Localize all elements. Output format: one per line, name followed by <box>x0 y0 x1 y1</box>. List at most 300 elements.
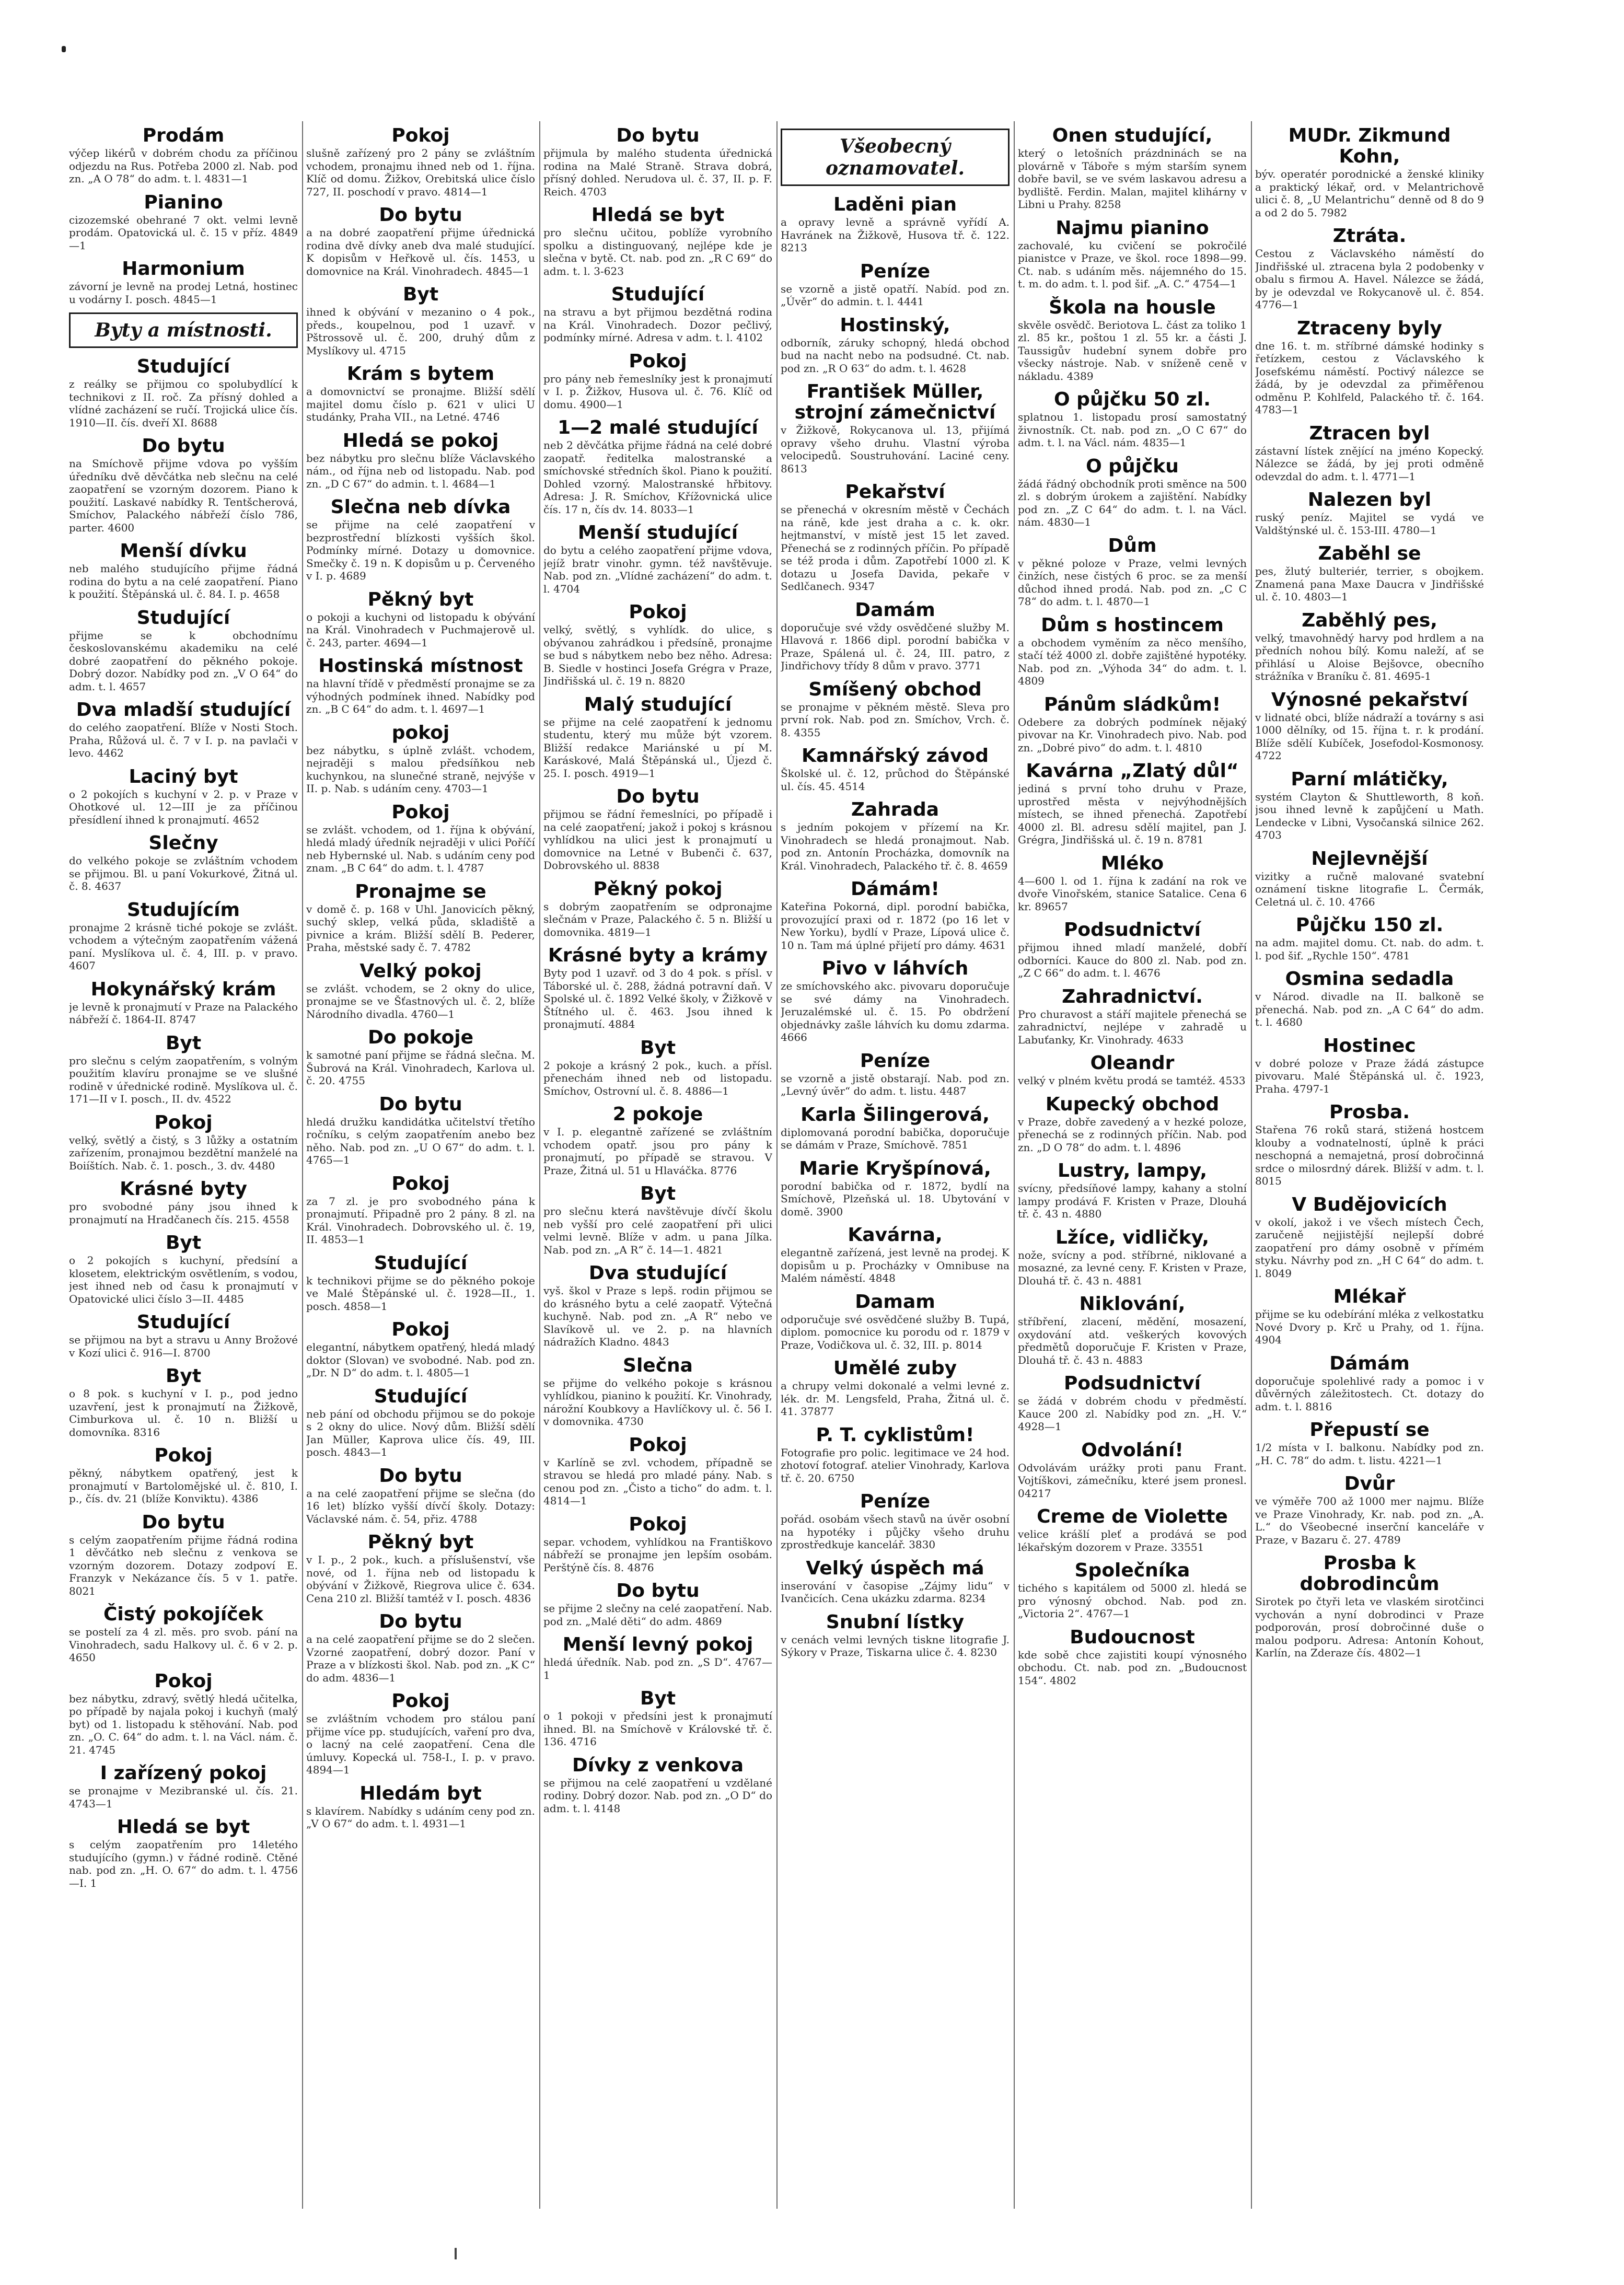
ad-body: skvěle osvědč. Beriotova L. část za toliko 1 zl. 85 kr., poštou 1 zl. 55 kr. a části J. Taussigův hudební synem dobře pro všecky nástroje. Nab. v sníženě ceně v nákladu. 4389 <box>1018 318 1247 382</box>
classified-ad <box>781 1358 1010 1418</box>
ad-body: do bytu a celého zaopatření přijme vdova, jejíž bratr vinohr. gymn. též navštěvuje. Nab. pod zn. „Vlídné zacházení“ do adm. t. l. 4704 <box>543 544 772 595</box>
ad-body: 4—600 l. od 1. října k zadání na rok ve dvoře Vinořském, stanice Satalice. Cena 6 kr. 89657 <box>1018 874 1247 913</box>
ad-body: s jedním pokojem v přízemí na Kr. Vinohradech se hledá pronajmout. Nab. pod zn. Antonín Procházka, domovník na Král. Vinohradech, Palackého tř. č. 8. 4659 <box>781 821 1010 872</box>
ad-body: vizitky a ručně malované svatební oznámení tiskne litografie L. Čermák, Celetná ul. č. 10. 4766 <box>1255 869 1484 908</box>
ad-body: s klavírem. Nabídky s udáním ceny pod zn. „V O 67“ do adm. t. l. 4931—1 <box>306 1804 535 1830</box>
classified-ad <box>1255 690 1484 762</box>
classified-ad <box>69 1512 298 1598</box>
ad-heading: Lustry, lampy, <box>1057 1160 1208 1181</box>
ad-heading: Prodám <box>142 125 225 146</box>
classified-ad <box>306 364 535 424</box>
classified-ad <box>1018 218 1247 291</box>
ad-heading: Studující <box>611 284 705 305</box>
classified-ad <box>543 125 772 198</box>
ad-body: na hlavní třídě v předměstí pronajme se za výhodných podmínek ihned. Nabídky pod zn. „B C 64“ do adm. t. l. 4697—1 <box>306 677 535 715</box>
classified-ad <box>306 1386 535 1459</box>
ad-body: do velkého pokoje se zvláštním vchodem se přijmou. Bl. u paní Vokurkové, Žitná ul. č. 8. 4637 <box>69 854 298 892</box>
ad-body: separ. vchodem, vyhlídkou na Františkovo nábřeží se pronajme jen lepším osobám. Perštýně čís. 8. 4876 <box>543 1535 772 1574</box>
ad-body: na stravu a byt přijmou bezdětná rodina na Král. Vinohradech. Dozor pečlivý, podmínky mírné. Adresa v adm. t. l. 4102 <box>543 306 772 344</box>
ad-heading: Peníze <box>860 260 931 282</box>
classified-ad <box>543 351 772 411</box>
classified-ad <box>1255 318 1484 416</box>
ad-body: velký, tmavohnědý harvy pod hrdlem a na předních nohou bílý. Komu naleží, ať se přihlásí u Aloise Bejšovce, obecního strážníka v Braníku č. 81. 4695-1 <box>1255 631 1484 682</box>
ad-heading: Kavárna „Zlatý důl“ <box>1026 760 1239 782</box>
ad-heading: Velký pokoj <box>359 960 482 982</box>
classified-ad <box>781 315 1010 375</box>
classified-ad <box>543 417 772 516</box>
ad-body: v pěkné poloze v Praze, velmi levných činžích, nese čistých 6 proc. se za menší důchod ihned prodá. Nab. pod zn. „C C 78“ do adm. t. l. 4870—1 <box>1018 556 1247 608</box>
ad-heading: pokoj <box>391 722 450 744</box>
ad-body: pro slečnu která navštěvuje dívčí školu neb vyšší pro celé zaopatření při ulici velmi levně. Blíže v adm. u pana Jílka. Nab. pod zn. „A R“ č. 14—1. 4821 <box>543 1205 772 1256</box>
ad-body: Sirotek po čtyři leta ve vlaském sirotčinci vychován a nyní dobrodinci v Praze podporován, prosí dobročinné duše o malou podporu. Adresa: Antonín Kohout, Karlín, na Zderaze čís. 4802—1 <box>1255 1595 1484 1659</box>
ad-heading: Pokoj <box>391 125 450 146</box>
classified-ad <box>306 1094 535 1167</box>
ad-body: žádá řádný obchodník proti směnce na 500 zl. s dobrým úrokem a zajištění. Nabídky pod zn. „Z C 64“ do adm. t. l. na Václ. nám. 4830—1 <box>1018 477 1247 528</box>
ad-body: neb 2 děvčátka přijme řádná na celé dobré zaopatř. ředitelka malostranské a smíchovské středních škol. Piano k použití. Dohled vzorný. Malostranské hřbitovy. Adresa: J. R. Smíchov, Křížovnická ulice čís. 17 n, čís dv. 14. 8033—1 <box>543 439 772 516</box>
ad-body: se přijme do velkého pokoje s krásnou vyhlídkou, pianino k použití. Kr. Vinohrady, nárožní Koubkovy a Havlíčkovy ul. č. 56 I. v domovnika. 4730 <box>543 1376 772 1428</box>
ad-body: a na celé zaopatření přijme se slečna (do 16 let) blízko vyšší dívčí školy. Dotazy: Václavské nám. č. 54, přiz. 4788 <box>306 1487 535 1525</box>
ad-heading: 1—2 malé studující <box>558 417 758 438</box>
ad-heading: Škola na housle <box>1049 296 1216 318</box>
ad-heading: Slečna <box>623 1354 693 1376</box>
classified-column-5 <box>1018 125 1247 2205</box>
ad-body: se zvlášt. vchodem, od 1. října k obývání, hledá mladý úředník nejraději v ulici Poříčí neb Hybernské ul. Nab. s udáním ceny pod znam. „B C 64“ do adm. t. l. 4787 <box>306 823 535 874</box>
ad-body: Pro churavost a stáří majitele přenechá se zahradnictví, nejlépe v zahradě u Labuťanky, Kr. Vinohrady. 4633 <box>1018 1007 1247 1046</box>
ad-heading: Byt <box>402 284 439 305</box>
ad-heading: Budoucnost <box>1070 1626 1195 1648</box>
ad-heading: Pivo v láhvích <box>821 958 969 979</box>
classified-ad <box>69 608 298 693</box>
classified-ad <box>306 723 535 795</box>
ad-body: se přijmou na byt a stravu u Anny Brožové v Kozí ulici č. 916—I. 8700 <box>69 1333 298 1359</box>
ad-heading: Pokoj <box>154 1670 213 1692</box>
classified-column-3 <box>543 125 772 2205</box>
ad-body: pořád. osobám všech stavů na úvěr osobní na hypotéky i půjčky všeho druhu zprostředkuje kancelář. 3830 <box>781 1513 1010 1551</box>
ad-body: doporučuje spolehlivé rady a pomoc i v důvěrných záležitostech. Ct. dotazy do adm. t. l. 8816 <box>1255 1374 1484 1413</box>
ad-heading: I zařízený pokoj <box>100 1762 267 1784</box>
ad-body: velký, světlý, s vyhlídk. do ulice, s obývanou zahrádkou i předsíně, pronajme se bud s nábytkem nebo bez něho. Adresa: B. Siedle v hostinci Josefa Grégra v Praze, Jindřišská ul. č. 19 n. 8820 <box>543 623 772 687</box>
ad-heading: Krám s bytem <box>346 363 495 385</box>
ad-heading: Byt <box>640 1037 676 1059</box>
ad-heading: Pokoj <box>629 1434 687 1456</box>
ad-body: se pronajme v pěkném městě. Sleva pro první rok. Nab. pod zn. Smíchov, Vrch. č. 8. 4355 <box>781 700 1010 739</box>
ad-heading: Pokoj <box>391 1319 450 1340</box>
ad-heading: Studující <box>136 356 230 377</box>
ad-body: Školské ul. č. 12, průchod do Štěpánské ul. čís. 45. 4514 <box>781 767 1010 793</box>
ad-heading: Hokynářský krám <box>90 978 276 1000</box>
ad-body: přijme se k obchodnímu českoslovanskému akademiku na celé dobré zaopatření do pěkného pokoje. Dobrý dozor. Nabídky pod zn. „V O 64“ do adm. t. l. 4657 <box>69 629 298 693</box>
ad-body: v Národ. divadle na II. balkoně se přenechá. Nab. pod zn. „A C 64“ do adm. t. l. 4680 <box>1255 990 1484 1028</box>
classified-ad <box>781 1425 1010 1485</box>
classified-ad <box>781 1491 1010 1551</box>
ad-heading: 2 pokoje <box>612 1104 703 1125</box>
ad-body: s celým zaopatřením přijme řádná rodina 1 děvčátko neb slečnu z venkova se vzorným dozorem. Dotazy zodpoví E. Franzyk v Nekázance čís. 5 v 1. patře. 8021 <box>69 1533 298 1597</box>
classified-ad <box>1018 297 1247 383</box>
classified-ad <box>781 1225 1010 1285</box>
ad-body: s dobrým zaopatřením se odpronajme slečnám v Praze, Palackého č. 5 n. Bližší u domovnika. 4819—1 <box>543 900 772 938</box>
ad-heading: Velký úspěch má <box>806 1557 984 1579</box>
classified-ad <box>1255 423 1484 483</box>
ad-body: porodní babička od r. 1872, bydlí na Smíchově, Plzeňská ul. 18. Ubytování v domě. 3900 <box>781 1179 1010 1218</box>
ad-body: ihned k obývání v mezanino o 4 pok., předs., koupelnou, pod 1 uzavř. v Pštrossově ul. č. 200, druhý dům z Myslíkovy ul. 4715 <box>306 306 535 357</box>
classified-ad <box>1255 769 1484 842</box>
ad-heading: Pokoj <box>391 801 450 823</box>
ad-body: a chrupy velmi dokonalé a velmi levné z. lék. dr. M. Lengsfeld, Praha, Žitná ul. č. 41. 37877 <box>781 1379 1010 1418</box>
ad-heading: Malý studující <box>584 693 732 715</box>
classified-column-4 <box>781 125 1010 2205</box>
ad-body: Cestou z Václavského náměstí do Jindřišské ul. ztracena byla 2 podobenky v obalu s firmou A. Havel. Nálezce se žádá, by je odevzdal ve Rokycanově ul. č. 854. 4776—1 <box>1255 247 1484 311</box>
classified-ad <box>1255 1353 1484 1413</box>
ad-heading: Marie Kryšpínová, <box>799 1157 991 1179</box>
ad-body: v okolí, jakož i ve všech místech Čech, zaručeně nejjistější nejlepší dobré zaopatření pro dámy osobně v přímém styku. Návrhy pod zn. „H C 64“ do adm. t. l. 8049 <box>1255 1215 1484 1280</box>
ad-heading: Dvůr <box>1344 1473 1395 1494</box>
ad-heading: Do pokoje <box>367 1027 474 1048</box>
classified-ad <box>781 381 1010 475</box>
ad-body: pro slečnu s celým zaopatřením, s volným použitím klavíru pronajme se ve slušné rodině v úřednické rodině. Myslíkova ul. č. 171—II v I. posch., II. dv. 4522 <box>69 1054 298 1105</box>
ad-heading: Krásné byty <box>120 1178 247 1200</box>
ad-heading: Dámám <box>1329 1352 1410 1374</box>
ad-body: o 8 pok. s kuchyní v I. p., pod jedno uzavření, jest k pronajmutí na Žižkově, Cimburkova ul. č. 10 n. Bližší u domovníka. 8316 <box>69 1387 298 1439</box>
ad-body: v lidnaté obci, blíže nádraží a továrny s asi 1000 dělníky, od 15. října t. r. k prodání. Blíže sdělí Kubíček, Josefodol-Kosmonosy. 4722 <box>1255 711 1484 762</box>
ad-body: jediná s první toho druhu v Praze, uprostřed města v nejvýhodnějších místech, se ihned přenechá. Zapotřebí 4000 zl. Bl. adresu sdělí majitel, pan J. Grégra, Jindřišská ul. č. 19 n. 8781 <box>1018 782 1247 846</box>
classified-ad <box>1018 536 1247 608</box>
classified-ad <box>543 1435 772 1507</box>
classified-ad <box>69 1445 298 1505</box>
ad-heading: Slečny <box>148 832 218 854</box>
ad-body: přijmou se řádní řemeslníci, po případě i na celé zaopatření; jakož i pokoj s krásnou vyhlídkou na ulici jest k pronajmutí u domovnice na Letné v Bubenči č. 637, Dobrovského ul. 8838 <box>543 808 772 872</box>
ad-body: tichého s kapitálem od 5000 zl. hledá se pro výnosný obchod. Nab. pod zn. „Victoria 2“. 4767—1 <box>1018 1582 1247 1620</box>
classified-ad <box>1018 1053 1247 1087</box>
ad-body: přijme se ku odebírání mléka z velkostatku Nové Dvory p. Krč u Prahy, od 1. října. 4904 <box>1255 1308 1484 1346</box>
ad-heading: Studující <box>136 1312 230 1333</box>
classified-ad <box>69 1671 298 1757</box>
classified-ad <box>306 205 535 277</box>
classified-ad <box>543 786 772 872</box>
ad-body: inserování v časopise „Zájmy lidu“ v Ivančicích. Cena ukázku zdarma. 8234 <box>781 1579 1010 1605</box>
ad-heading: Do bytu <box>616 786 700 807</box>
ad-heading: Dům <box>1108 535 1157 556</box>
classified-ad <box>543 1038 772 1098</box>
ad-heading: Přepustí se <box>1309 1419 1430 1441</box>
ad-body: bez nábytku, s úplně zvlášt. vchodem, nejraději s malou předsíňkou neb kuchynkou, na slunečné straně, nejvýše v II. p. Nab. s udáním ceny. 4703—1 <box>306 744 535 795</box>
ad-body: pro pány neb řemeslníky jest k pronajmutí v I. p. Žižkov, Husova ul. č. 76. Klíč od domu. 4900—1 <box>543 372 772 411</box>
ad-heading: Karla Šilingerová, <box>801 1104 990 1126</box>
ad-body: 1/2 místa v I. balkonu. Nabídky pod zn. „H. C. 78“ do adm. t. listu. 4221—1 <box>1255 1441 1484 1467</box>
classified-ad <box>1255 1420 1484 1467</box>
ad-body: o 1 pokoji v předsíni jest k pronajmutí ihned. Bl. na Smíchově v Královské tř. č. 136. 4716 <box>543 1710 772 1748</box>
ad-heading: Zahradnictví. <box>1062 985 1203 1007</box>
ad-body: se pronajme v Mezibranské ul. čís. 21. 4743—1 <box>69 1784 298 1810</box>
ad-heading: Prosba k dobrodincům <box>1300 1552 1440 1595</box>
ad-body: Fotografie pro polic. legitimace ve 24 hod. zhotoví fotograf. atelier Vinohrady, Karlova tř. č. 20. 6750 <box>781 1446 1010 1484</box>
ad-body: se přijmou na celé zaopatření u vzdělané rodiny. Dobrý dozor. Nab. pod zn. „O D“ do adm. t. l. 4148 <box>543 1776 772 1815</box>
ad-heading: Pokoj <box>629 350 687 372</box>
classified-ad <box>1018 1227 1247 1288</box>
ad-heading: Do bytu <box>142 435 225 457</box>
ad-heading: Mléko <box>1100 852 1164 874</box>
ad-heading: Hledá se byt <box>117 1816 250 1838</box>
ad-body: odporučuje své osvědčené služby B. Tupá, diplom. pomocnice ku porodu od r. 1879 v Praze, Vodičkova ul. č. 32, III. p. 8014 <box>781 1313 1010 1351</box>
classified-ad <box>1018 1627 1247 1687</box>
ad-body: cizozemské obehrané 7 okt. velmi levně prodám. Opatovická ul. č. 15 v příz. 4849—1 <box>69 213 298 252</box>
classified-ad <box>69 1312 298 1359</box>
classified-ad <box>781 1051 1010 1098</box>
classified-ad <box>781 194 1010 254</box>
ad-body: o 2 pokojích s kuchyní, předsíní a klosetem, elektrickým osvětlením, s vodou, jest ihned neb od času k pronajmutí v Opatovické ulici číslo 3—II. 4485 <box>69 1254 298 1305</box>
ad-heading: Ztracen byl <box>1309 422 1430 444</box>
ad-heading: Osmina sedadla <box>1285 968 1454 990</box>
ad-heading: Dům s hostincem <box>1041 614 1224 636</box>
ad-body: elegantně zařízená, jest levně na prodej. K dopisům u p. Procházky v Omnibuse na Malém náměstí. 4848 <box>781 1246 1010 1284</box>
ad-heading: Byt <box>640 1183 676 1204</box>
ad-heading: Výnosné pekařství <box>1271 689 1468 711</box>
ad-heading: Smíšený obchod <box>808 678 982 700</box>
classified-ad <box>543 1514 772 1574</box>
ad-heading: Najmu pianino <box>1055 217 1209 239</box>
ad-body: Stařena 76 roků stará, stižená hostcem klouby a vodnatelností, úplně k práci neschopná a nemajetná, prosí dobročinná srdce o milosrdný dárek. Bližší v adm. t. l. 8015 <box>1255 1123 1484 1187</box>
classified-ad <box>306 961 535 1021</box>
ad-heading: Damám <box>855 599 935 621</box>
classified-ad <box>69 356 298 429</box>
ad-heading: Pokoj <box>391 1173 450 1194</box>
ad-heading: Do bytu <box>379 204 462 226</box>
classified-ad <box>306 802 535 875</box>
classified-ad <box>543 1581 772 1628</box>
ad-heading: Peníze <box>860 1050 931 1072</box>
ad-heading: Odvolání! <box>1081 1439 1184 1461</box>
ad-body: v domě č. p. 168 v Uhl. Janovicích pěkný, suchý sklep, velká půda, skladiště a pivnice a krám. Bližší sdělí B. Pederer, Praha, městské sady č. 7. 4782 <box>306 902 535 954</box>
classified-ad <box>543 1104 772 1177</box>
ad-body: stříbření, zlacení, mědění, mosazení, oxydování atd. veškerých kovových předmětů doporučuje F. Kristen v Praze, Dlouhá tř. č. 43 n. 4883 <box>1018 1315 1247 1366</box>
classified-ad <box>69 1763 298 1810</box>
ad-body: kde sobě chce zajistiti koupí výnosného obchodu. Ct. nab. pod zn. „Budoucnost 154“. 4802 <box>1018 1648 1247 1687</box>
ad-body: v I. p., 2 pok., kuch. a příslušenství, vše nové, od 1. října neb od listopadu k obývání v Žižkově, Riegrova ulice č. 634. Cena 210 zl. Bližší tamtéž v I. posch. 4836 <box>306 1553 535 1605</box>
classified-ad <box>69 833 298 893</box>
ad-heading: Zaběhl se <box>1318 543 1421 564</box>
classified-ad <box>781 1612 1010 1659</box>
classified-column-6 <box>1255 125 1484 2205</box>
ad-heading: Do bytu <box>379 1465 462 1487</box>
classified-ad <box>543 523 772 595</box>
ad-heading: Umělé zuby <box>833 1358 957 1379</box>
ad-heading: Hledá se pokoj <box>342 430 499 451</box>
ad-heading: Studující <box>374 1252 468 1274</box>
ad-body: ruský peníz. Majitel se vydá ve Valdštýnské ul. č. 153-III. 4780—1 <box>1255 511 1484 537</box>
ad-body: ve výměře 700 až 1000 mer najmu. Blíže ve Praze Vinohrady, Kr. nab. pod zn. „A. L.“ do Všeobecné inserční kanceláře v Praze, v Bazaru č. 27. 4789 <box>1255 1495 1484 1546</box>
ad-body: nože, svícny a pod. stříbrné, niklované a mosazné, za levné ceny. F. Kristen v Praze, Dlouhá tř. č. 43 n. 4881 <box>1018 1248 1247 1287</box>
ad-body: velký v plném květu prodá se tamtéž. 4533 <box>1018 1074 1246 1087</box>
ad-heading: Slečna neb dívka <box>330 496 511 518</box>
ad-heading: Podsudnictví <box>1063 919 1201 941</box>
ad-body: pro svobodné pány jsou ihned k pronajmutí na Hradčanech čís. 215. 4558 <box>69 1200 298 1226</box>
ad-heading: Hledám byt <box>359 1782 482 1804</box>
classified-ad <box>306 1532 535 1605</box>
ad-body: se přijme na celé zaopatření v bezprostřední blízkosti vyšších škol. Podmínky mírné. Dotazy u domovnice. Smečky č. 19 n. K dopisům u p. Červeného v I. p. 4689 <box>306 518 535 582</box>
ad-body: hledá úředník. Nab. pod zn. „S D“. 4767—1 <box>543 1656 772 1681</box>
classified-ad <box>69 767 298 827</box>
ad-body: neb malého studujícího přijme řádná rodina do bytu a na celé zaopatření. Piano k použití. Štěpánská ul. č. 84. I. p. 4658 <box>69 562 298 600</box>
ad-body: odborník, záruky schopný, hledá obchod bud na nacht nebo na podsudné. Ct. nab. pod zn. „R O 63“ do adm. t. l. 4628 <box>781 336 1010 375</box>
section-banner: Všeobecný oznamovatel. <box>781 129 1010 186</box>
classified-ad <box>1255 969 1484 1029</box>
ad-body: se vzorně a jistě opatří. Nabíd. pod zn. „Úvěr“ do admin. t. l. 4441 <box>781 282 1010 308</box>
ad-body: za 7 zl. je pro svobodného pána k pronajmutí. Připadně pro 2 pány. 8 zl. na Král. Vinohradech. Dobrovského ul. č. 19, II. 4853—1 <box>306 1194 535 1246</box>
section-banner: Byty a místnosti. <box>69 312 298 348</box>
ad-heading: Dva studující <box>588 1262 727 1284</box>
ad-body: v Žižkově, Rokycanova ul. 13, přijímá opravy všeho druhu. Vlastní výroba velocipedů. Soustruhování. Laciné ceny. 8613 <box>781 424 1010 475</box>
classified-ad <box>781 799 1010 872</box>
classified-ad <box>543 1634 772 1681</box>
classified-ad <box>69 1817 298 1889</box>
classified-ad <box>1018 987 1247 1047</box>
ad-body: v dobré poloze v Praze žádá zástupce pivovaru. Malé Štěpánská ul. č. 1923, Praha. 4797-1 <box>1255 1057 1484 1095</box>
classified-ad <box>781 879 1010 952</box>
ad-heading: MUDr. Zikmund Kohn, <box>1288 125 1451 167</box>
ad-body: pes, žlutý bulteriér, terrier, s obojkem. Znamená pana Maxe Daucra v Jindřišské ul. č. 10. 4803—1 <box>1255 565 1484 603</box>
classified-ad <box>781 679 1010 739</box>
ad-body: pro slečnu učitou, poblíže vyrobního spolku a distinguovaný, nejlépe kde je slečna v bytě. Ct. nab. pod zn. „R C 69“ do adm. t. l. 3-623 <box>543 226 772 277</box>
classified-ad <box>1255 849 1484 909</box>
ad-heading: P. T. cyklistům! <box>816 1424 975 1446</box>
ad-body: se zvláštním vchodem pro stálou paní přijme více pp. studujících, vaření pro dva, o lacný na celé zaopatření. Cena dle úmluvy. Kopecká ul. 758-I., I. p. v pravo. 4894—1 <box>306 1712 535 1776</box>
ad-heading: Menší levný pokoj <box>562 1634 753 1655</box>
ad-heading: Do bytu <box>142 1511 225 1533</box>
ad-body: pěkný, nábytkem opatřený, jest k pronajmutí v Bartolomějské ul. č. 810, I. p., čís. dv. 21 (blíže Konviktu). 4386 <box>69 1467 298 1505</box>
column-rule <box>302 121 303 2209</box>
classified-ad <box>306 589 535 649</box>
ad-heading: Nejlevnější <box>1311 848 1428 869</box>
ad-body: se zvlášt. vchodem, se 2 okny do ulice, pronajme se ve Šťastnových ul. č. 2, blíže Národního divadla. 4760—1 <box>306 982 535 1020</box>
ad-body: přijmou ihned mladí manželé, dobří odborníci. Kauce do 800 zl. Nab. pod zn. „Z C 66“ do adm. t. l. 4676 <box>1018 941 1247 979</box>
ad-heading: Laciný byt <box>129 765 238 787</box>
classified-ad <box>543 1355 772 1428</box>
classified-ad <box>1018 1094 1247 1154</box>
classified-ad <box>781 1292 1010 1352</box>
ad-body: velký, světlý a čistý, s 3 lůžky a ostatním zařízením, pronajmou bezdětní manželé na Boiíštích. Nab. č. 1. posch., 3. dv. 4480 <box>69 1133 298 1172</box>
classified-ad <box>69 700 298 760</box>
ad-body: o 2 pokojích s kuchyní v 2. p. v Praze v Ohotkové ul. 12—III je za příčinou přesídlení ihned k pronajmutí. 4652 <box>69 787 298 826</box>
ad-heading: Damam <box>855 1291 935 1313</box>
ad-heading: Do bytu <box>379 1093 462 1115</box>
ad-heading: Byt <box>640 1688 676 1709</box>
classified-ad <box>781 1105 1010 1152</box>
ad-heading: Laděni pian <box>833 194 957 215</box>
ad-body: diplomovaná porodní babička, doporučuje se dámám v Praze, Smíchově. 7851 <box>781 1126 1010 1151</box>
ad-heading: O půjčku 50 zl. <box>1054 389 1211 410</box>
ad-body: na Smíchově přijme vdova po vyšším úředníku dvě děvčátka neb slečnu na celé zaopatření se vzorným dozorem. Piano k použití. Laskavé nabídky R. Tentšcherová, Smíchov, Palackého nábřeží číslo 786, parter. 4600 <box>69 457 298 534</box>
ad-heading: Mlékař <box>1333 1286 1406 1307</box>
ad-body: hledá družku kandidátka učitelství třetího ročníku, s celým zaopatřením anebo bez něho. Nab. pod zn. „U O 67“ do adm. t. l. 4765—1 <box>306 1115 535 1166</box>
classified-ad <box>781 746 1010 793</box>
classified-ad <box>69 1179 298 1226</box>
ad-body: velice krášlí pleť a prodává se pod lékařským dozorem v Praze. 33551 <box>1018 1528 1247 1553</box>
ad-heading: Creme de Violette <box>1037 1506 1228 1527</box>
classified-ad <box>69 979 298 1026</box>
ad-heading: Oleandr <box>1090 1052 1175 1074</box>
ad-body: se přenechá v okresním městě v Čechách na ráně, kde jest draha a c. k. okr. hejtmanství, v místě jest 15 let zaved. Přenechá se z rodinných příčin. Po případě se též proda i dům. Zapotřebí 1000 zl. K dotazu u Josefa Davida, pekaře v Sedlčanech. 9347 <box>781 503 1010 593</box>
classified-column-1 <box>69 125 298 2205</box>
column-rule <box>776 121 778 2209</box>
classified-ad <box>543 879 772 939</box>
ad-heading: Niklování, <box>1079 1293 1186 1315</box>
classified-ad <box>1018 456 1247 529</box>
ad-heading: Studujícím <box>126 899 240 921</box>
ad-heading: Parní mlátičky, <box>1291 768 1448 790</box>
classified-ad <box>1255 543 1484 604</box>
ad-body: ze smíchovského akc. pivovaru doporučuje se své dámy na Vinohradech. Jeruzalémské ul. č. 15. Po obdržení objednávky zašle láhvích ku domu zdarma. 4666 <box>781 980 1010 1043</box>
ad-heading: Studující <box>374 1385 468 1407</box>
classified-ad <box>543 1184 772 1256</box>
classified-ad <box>1255 1036 1484 1096</box>
classified-ad <box>306 1691 535 1777</box>
ad-heading: O půjčku <box>1086 455 1179 477</box>
classified-ad <box>306 1174 535 1246</box>
classified-ad <box>69 192 298 252</box>
ad-body: vyš. škol v Praze s lepš. rodin přijmou se do krásného bytu a celé zaopatř. Výtečná kuchyně. Nab. pod zn. „A R“ nebo ve Slavíkově ul. ve 2. p. na hlavních nádražích Kladno. 4843 <box>543 1284 772 1348</box>
classified-column-2 <box>306 125 535 2205</box>
ad-heading: Hostinec <box>1323 1035 1416 1057</box>
classified-ad <box>306 497 535 583</box>
ad-heading: Společníka <box>1074 1560 1190 1581</box>
ad-body: 2 pokoje a krásný 2 pok., kuch. a přísl. přenechám ihned neb od listopadu. Smíchov, Ostrovní ul. č. 8. 4886—1 <box>543 1059 772 1097</box>
classified-ad <box>543 1688 772 1748</box>
ad-body: se žádá v dobrém chodu v předměstí. Kauce 200 zl. Nabídky pod zn. „H. V.“ 4928—1 <box>1018 1395 1247 1433</box>
ad-heading: Hostinská místnost <box>318 655 523 677</box>
ad-heading: Harmonium <box>122 258 245 280</box>
ad-body: doporučuje své vždy osvědčené služby M. Hlavová r. 1866 dipl. porodní babička v Praze, Spálená ul. č. 24, III. patro, z Jindřichovy třídy 8 dům v pravo. 3771 <box>781 621 1010 672</box>
classified-ad <box>1255 1102 1484 1188</box>
ad-body: v I. p. elegantně zařízené se zvláštním vchodem opatř. jsou pro pány k pronajmutí, po případě se stravou. V Praze, Žitná ul. 51 u Hlaváčka. 8776 <box>543 1126 772 1177</box>
classified-ad <box>69 436 298 534</box>
classified-ad <box>781 261 1010 308</box>
ad-heading: František Müller, strojní zámečnictví <box>794 381 996 423</box>
classified-ad <box>1255 1286 1484 1347</box>
ad-heading: Ztraceny byly <box>1297 317 1442 339</box>
ad-heading: Čistý pokojíček <box>103 1604 263 1625</box>
ad-heading: Menší dívku <box>120 540 247 562</box>
classified-ad <box>781 1158 1010 1219</box>
classified-ad <box>306 656 535 716</box>
classified-ad <box>69 1233 298 1305</box>
ad-heading: Onen studující, <box>1052 125 1213 146</box>
ad-body: se vzorně a jistě obstarají. Nab. pod zn. „Levný úvěr“ do adm. t. listu. 4487 <box>781 1072 1010 1097</box>
ad-body: bez nábytku, zdravý, světlý hledá učitelka, po případě by najala pokoj i kuchyň (malý byt) od 1. listopadu k stěhování. Nab. pod zn. „O. C. 64“ do adm. t. l. na Václ. nám. č. 21. 4745 <box>69 1692 298 1756</box>
ad-body: v Karlíně se zvl. vchodem, případně se stravou se hledá pro mladé pány. Nab. s cenou pod zn. „Čisto a ticho“ do adm. t. l. 4814—1 <box>543 1456 772 1507</box>
column-rule <box>539 121 540 2209</box>
ad-heading: Hledá se byt <box>591 204 725 226</box>
classified-ad <box>1018 1440 1247 1500</box>
ad-heading: Byt <box>165 1232 202 1254</box>
classified-ad <box>69 1604 298 1664</box>
ad-body: a obchodem vyměním za něco menšího, stačí též 4000 zl. dobře zajištěné hypotéky. Nab. pod zn. „Výhoda 34“ do adm. t. l. 4809 <box>1018 636 1247 687</box>
ad-body: s celým zaopatřením pro 14letého studujícího (gymn.) v řádné rodině. Ctěné nab. pod zn. „H. O. 67“ do adm. t. l. 4756—I. 1 <box>69 1838 298 1889</box>
classified-ad <box>1018 1161 1247 1221</box>
ad-body: elegantní, nábytkem opatřený, hledá mladý doktor (Slovan) ve svobodné. Nab. pod zn. „Dr. N D“ do adm. t. l. 4805—1 <box>306 1341 535 1379</box>
classified-ad <box>1018 1294 1247 1366</box>
ad-body: v Praze, dobře zavedený a v hezké poloze, přenechá se z rodinných příčin. Nab. pod zn. „D O 78“ do adm. t. l. 4896 <box>1018 1115 1247 1154</box>
ad-body: zachovalé, ku cvičení se pokročilé pianistce v Praze, ve škol. roce 1898—99. Ct. nab. s udáním měs. nájemného do 15. t. m. do adm. t. l. pod šif. „A. C.“ 4754—1 <box>1018 239 1247 290</box>
classified-ad <box>306 1466 535 1526</box>
ad-heading: Pěkný byt <box>367 1532 474 1553</box>
ad-body: který o letošních prázdninách se na plovárně v Táboře s mým starším synem dobře bavil, se ve svém laskavou adresu a bydliště. Ferdin. Malan, majitel klihárny v Libni u Prahy. 8258 <box>1018 147 1247 211</box>
ad-body: o pokoji a kuchyni od listopadu k obývání na Král. Vinohradech v Puchmajerově ul. č. 243, parter. 4694—1 <box>306 610 535 649</box>
classified-ad <box>1018 920 1247 980</box>
classified-ad <box>1255 125 1484 219</box>
classified-ad <box>69 1112 298 1173</box>
ad-heading: Lžíce, vidličky, <box>1055 1226 1210 1248</box>
ad-body: a domovnictví se pronajme. Bližší sdělí majitel domu číslo p. 621 v ulici U studánky, Praha VII., na Letné. 4746 <box>306 385 535 423</box>
ad-body: Odvolávám urážky proti panu Frant. Vojtíškovi, zámečníku, které jsem pronesl. 04217 <box>1018 1461 1247 1500</box>
